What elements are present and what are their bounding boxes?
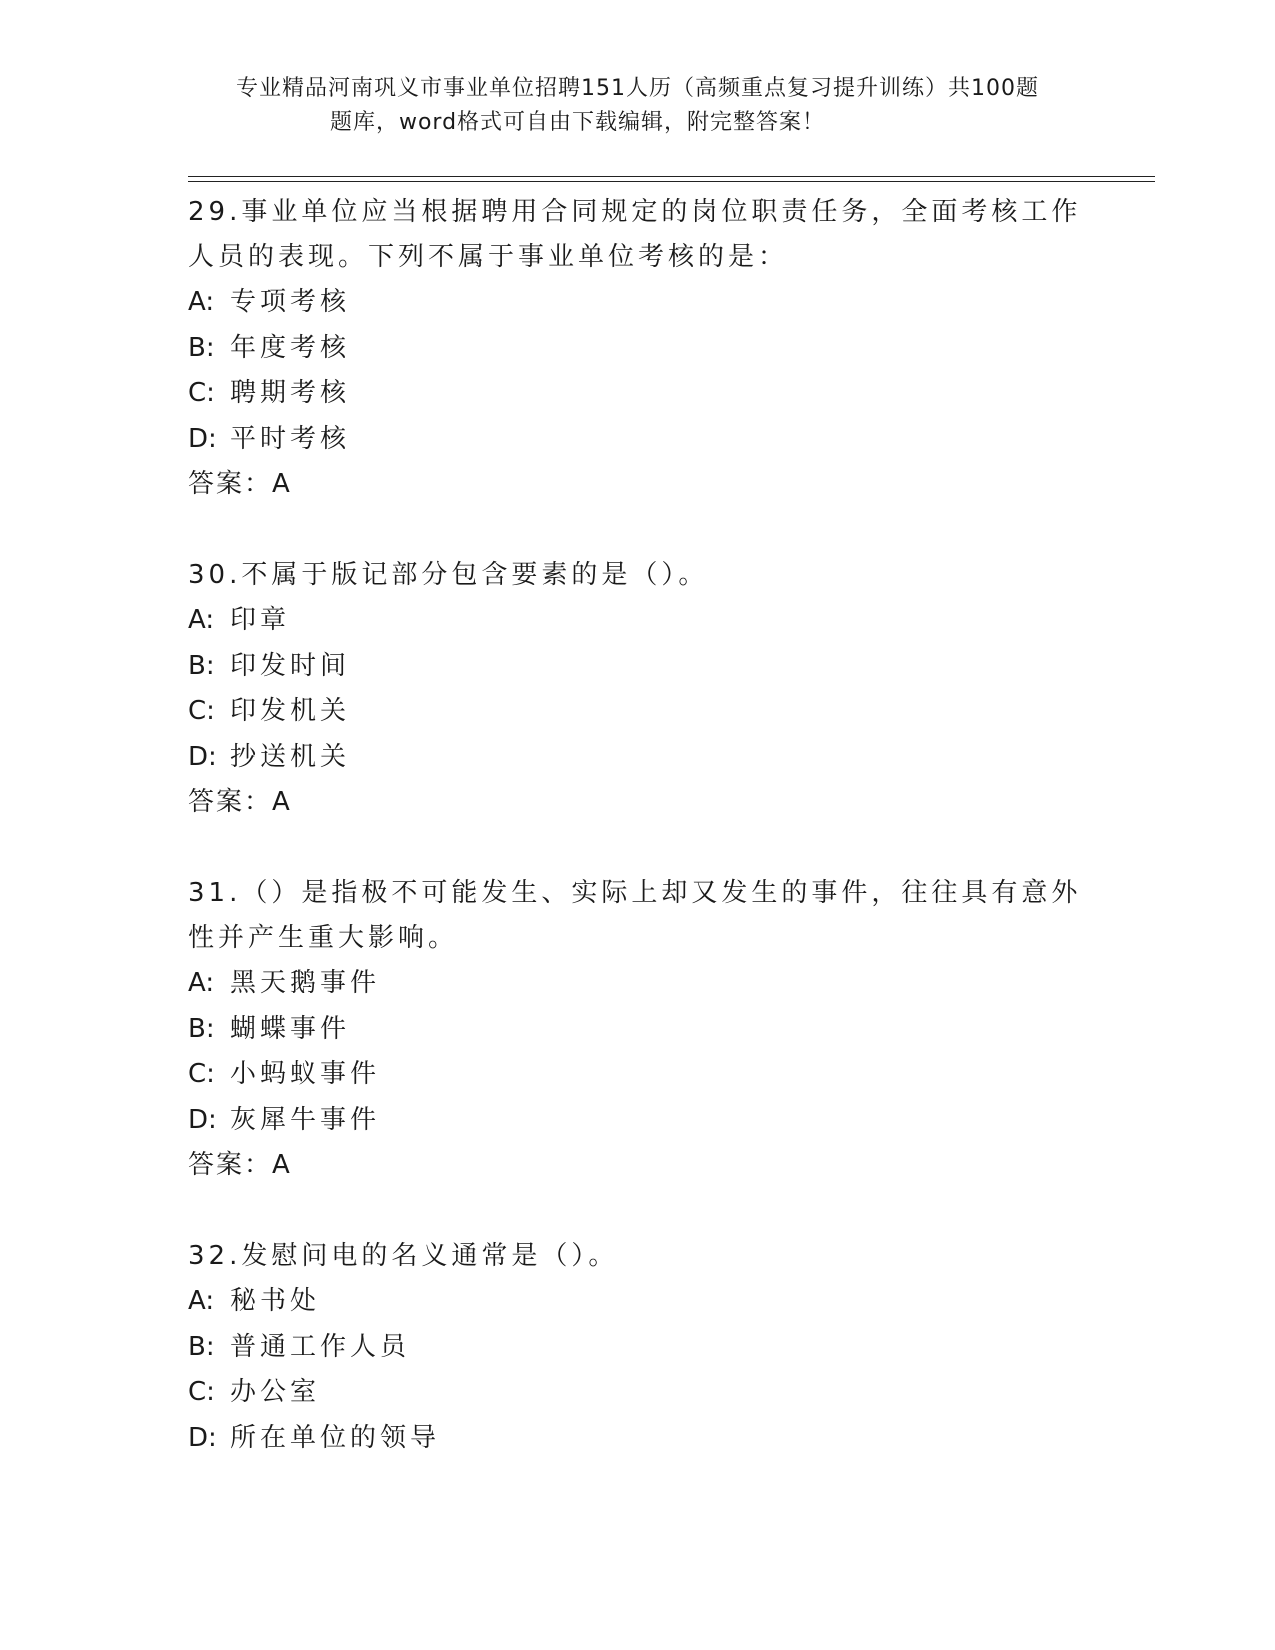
option-b (188, 326, 1088, 372)
option-letter: B: (188, 1013, 215, 1044)
option-a (188, 280, 1088, 326)
option-b (188, 1007, 1088, 1053)
question-stem: 30.不属于版记部分包含要素的是（）。 (188, 560, 709, 590)
option-letter: A: (188, 968, 215, 998)
option-a (188, 598, 1088, 644)
option-a (188, 1279, 1088, 1325)
option-c (188, 1052, 1088, 1098)
option-text: 小蚂蚁事件 (230, 1059, 381, 1089)
option-c (188, 371, 1088, 417)
option-text: 黑天鹅事件 (230, 968, 381, 998)
option-text: 灰犀牛事件 (230, 1104, 381, 1135)
question-stem: 32.发慰问电的名义通常是（）。 (188, 1241, 619, 1271)
option-letter: D: (188, 1422, 217, 1453)
option-text: 办公室 (230, 1377, 321, 1407)
option-letter: A: (188, 605, 215, 635)
option-letter: B: (188, 332, 215, 363)
option-text: 抄送机关 (230, 741, 351, 772)
option-letter: D: (188, 1104, 217, 1135)
option-letter: C: (188, 1377, 215, 1407)
option-letter: D: (188, 741, 217, 772)
option-letter: B: (188, 1331, 215, 1362)
option-letter: C: (188, 378, 215, 408)
question-31 (188, 871, 1088, 1188)
option-letter: A: (188, 1286, 215, 1316)
option-text: 印发机关 (230, 696, 351, 726)
option-text: 印章 (230, 605, 291, 635)
question-list (188, 190, 1088, 1507)
option-b (188, 1325, 1088, 1371)
option-text: 所在单位的领导 (230, 1422, 441, 1453)
question-29 (188, 190, 1088, 507)
option-d (188, 1098, 1088, 1144)
question-30 (188, 553, 1088, 825)
question-32 (188, 1234, 1088, 1461)
option-d (188, 1416, 1088, 1462)
option-text: 聘期考核 (230, 378, 351, 408)
header-rule-bottom (188, 181, 1155, 182)
option-text: 秘书处 (230, 1286, 321, 1316)
option-text: 印发时间 (230, 650, 351, 681)
answer-line: 答案：A (188, 787, 292, 817)
option-letter: B: (188, 650, 215, 681)
option-letter: C: (188, 696, 215, 726)
option-text: 蝴蝶事件 (230, 1013, 351, 1044)
option-letter: A: (188, 287, 215, 317)
option-a (188, 961, 1088, 1007)
option-text: 年度考核 (230, 332, 351, 363)
answer-line: 答案：A (188, 1150, 292, 1180)
header-title-line-1: 专业精品河南巩义市事业单位招聘151人历（高频重点复习提升训练）共100题 (236, 76, 1039, 101)
answer-line: 答案：A (188, 469, 292, 499)
option-d (188, 417, 1088, 463)
option-c (188, 689, 1088, 735)
option-b (188, 644, 1088, 690)
option-letter: C: (188, 1059, 215, 1089)
header-rule-top (188, 176, 1155, 177)
option-text: 专项考核 (230, 287, 351, 317)
option-d (188, 735, 1088, 781)
option-c (188, 1370, 1088, 1416)
option-text: 普通工作人员 (230, 1331, 411, 1362)
header-title-line-2: 题库，word格式可自由下载编辑，附完整答案！ (329, 110, 826, 135)
option-letter: D: (188, 423, 217, 454)
document-header (0, 72, 1275, 140)
question-stem: 29.事业单位应当根据聘用合同规定的岗位职责任务，全面考核工作人员的表现。下列不属于事业单位考核的是： (188, 197, 1082, 272)
option-text: 平时考核 (230, 423, 351, 454)
question-stem: 31.（）是指极不可能发生、实际上却又发生的事件，往往具有意外性并产生重大影响。 (188, 878, 1082, 953)
